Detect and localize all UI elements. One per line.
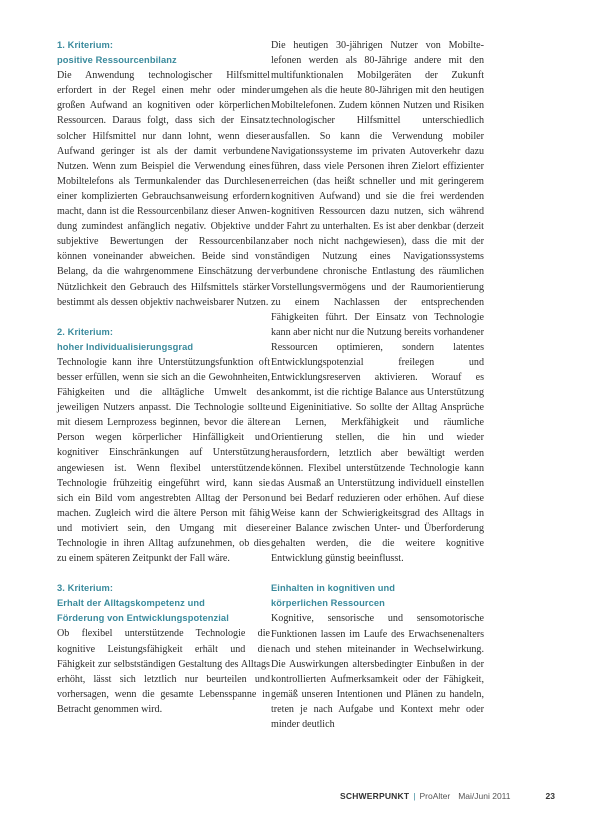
body-paragraph: Die Anwendung technologischer Hilfsmittel erfordert in der Regel einen mehr oder minder großen Aufwand an kognitiven oder körperlichen Ressourcen. Daraus folgt, dass sich der Einsatz solcher Hilfsmittel nur dann lohnt, wenn dieser Aufwand geringer ist als der damit verbundene Nutzen. Wenn zum Beispiel die Verwendung eines Mobiltelefons als Termunkalender das Durchlesen einer komplizierten Gebrauchsanweisung erfordern macht, dann ist die Ressourcenbilanz dieser Anwendung zumindest anfänglich negativ. Objektive und subjektive Bewertungen der Ressourcenbilanz können voneinander abweichen. Beide sind von Belang, da die wahrgenommene Einschätzung der Nützlichkeit den Gebrauch des Hilfsmittels stärker bestimmt als dessen objektiv nachweisbarer Nutzen. [57, 70, 270, 308]
heading-line: Erhalt der Alltagskompetenz und [57, 598, 205, 609]
body-paragraph: Die heutigen 30-jährigen Nutzer von Mobiltelefonen werden als 80-Jährige andere mit den multifunktionalen Mobilgeräten der Zukunft umgehen als die heute 80-Jährigen mit den heutigen Mobiltelefonen. Zudem können Nutzen und Risiken technologischer Hilfsmittel unterschiedlich ausfallen. So kann die Verwendung mobiler Navigationssysteme im privaten Autoverkehr dazu führen, dass viele Personen ihren Zielort effizienter erreichen (das heißt schneller und mit geringerem kognitiven Aufwand) und sie die frei werdenden kognitiven Ressourcen dazu nutzen, sich während der Fahrt zu unterhalten. Es ist aber denkbar (derzeit aber noch nicht nachgewiesen), dass die mit der ständigen Nutzung eines Navigationssystems verbundene chronische Entlastung des räumlichen Vorstellungsvermögens und der Raumorientierung zu einem Nachlassen der entsprechenden Fähigkeiten führt. Der Einsatz von Technologie kann aber nicht nur die Nutzung bereits vorhandener Ressourcen optimieren, sondern latentes Entwicklungspotenzial freilegen und Entwicklungsreserven aktivieren. Worauf es ankommt, ist die richtige Balance aus Unterstützung und Eigeninitiative. So sollte der Alltag Ansprüche an Lernen, Merkfähigkeit und räumliche Orientierung stellen, die hin und wieder herausfordern, letztlich aber bewältigt werden können. Flexibel unterstützende Technologie kann das Ausmaß an Unterstützung individuell einstellen und bei Bedarf reduzieren oder erhöhen. Auf diese Weise kann der Schwierigkeitsgrad des Alltags in einer Balance zwischen Unter- und Überforderung gehalten werden, die die weitere kognitive Entwicklung günstig beeinflusst. [271, 40, 484, 565]
heading-line: Einhalten in kognitiven und [271, 583, 396, 594]
heading-line: 3. Kriterium: [57, 583, 114, 594]
body-paragraph: Kognitive, sensorische und sensomotorische Funktionen lassen im Laufe des Erwachsenenalters nach und stehen miteinander in Wechselwirkung. Die Auswirkungen altersbedingter Einbußen in der kontrollierten Aufmerksamkeit oder der Fähigkeit, gemäß unseren Intentionen und Plänen zu handeln, treten je nach Aufgabe und Kontext mehr oder minder deutlich [271, 613, 484, 731]
heading-line: körperlichen Ressourcen [271, 598, 385, 609]
criterion-3-section [57, 581, 270, 717]
resources-section [271, 581, 484, 732]
section-label: SCHWERPUNKT [340, 791, 410, 801]
left-column [57, 38, 270, 717]
criterion-2-section [57, 325, 270, 567]
issue-date: Mai/Juni 2011 [458, 791, 511, 801]
section-heading [57, 38, 270, 68]
body-paragraph: Ob flexibel unterstützende Technologie die kognitive Leistungsfähigkeit erhält und die Fähigkeit zur selbstständigen Gestaltung des Alltags erhöht, lässt sich letztlich nur beurteilen und vorhersagen, wenn die gesamte Lebensspanne in Betracht genommen wird. [57, 628, 270, 715]
right-column [271, 38, 484, 732]
magazine-name: ProAlter [419, 791, 451, 801]
footer-separator: | [413, 791, 416, 801]
section-heading [57, 581, 270, 626]
page-footer [340, 791, 555, 801]
body-paragraph: Technologie kann ihre Unterstützungsfunktion oft besser erfüllen, wenn sie sich an die Gewohnheiten, Fähigkeiten und die alltägliche Umwelt des jeweiligen Nutzers anpasst. Die Technologie sollte mit diesem Lernprozess beginnen, bevor die ältere Person wegen körperlicher Hinfälligkeit und kognitiver Einschränkungen auf Unterstützung angewiesen ist. Wenn flexibel unterstützende Technologie frühzeitig eingeführt wird, kann sie sich ein Bild vom angestrebten Alltag der Person machen. Zugleich wird die ältere Person mit fähig und motiviert sein, den Umgang mit dieser Technologie in ihren Alltag aufzunehmen, ob dies zu einem späteren Zeitpunkt der Fall wäre. [57, 356, 270, 565]
heading-line: positive Ressourcenbilanz [57, 55, 177, 66]
heading-line: 2. Kriterium: [57, 326, 114, 337]
criterion-1-section [57, 38, 270, 310]
heading-line: 1. Kriterium: [57, 40, 114, 50]
heading-line: hoher Individualisierungsgrad [57, 341, 194, 352]
page-number: 23 [545, 791, 555, 801]
section-heading [57, 325, 270, 355]
heading-line: Förderung von Entwicklungspotenzial [57, 613, 229, 624]
section-heading [271, 581, 484, 611]
continuation-section [271, 38, 484, 566]
